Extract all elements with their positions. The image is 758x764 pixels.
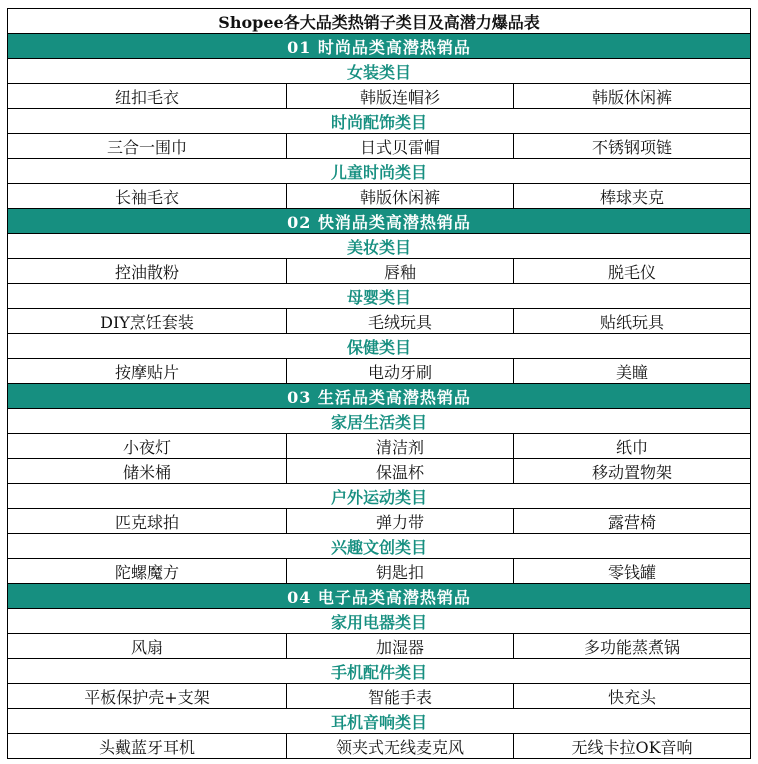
product-cell: 纽扣毛衣	[8, 84, 287, 109]
category-row	[8, 609, 751, 634]
product-cell: 按摩贴片	[8, 359, 287, 384]
product-cell: 移动置物架	[514, 459, 751, 484]
table-row	[8, 84, 751, 109]
category-heading: 手机配件类目	[8, 659, 751, 684]
product-cell: 美瞳	[514, 359, 751, 384]
product-cell: 无线卡拉OK音响	[514, 734, 751, 759]
table-row	[8, 359, 751, 384]
category-heading: 美妆类目	[8, 234, 751, 259]
category-heading: 兴趣文创类目	[8, 534, 751, 559]
section-row	[8, 584, 751, 609]
category-heading: 户外运动类目	[8, 484, 751, 509]
table-row	[8, 559, 751, 584]
category-row	[8, 659, 751, 684]
product-cell: 清洁剂	[287, 434, 514, 459]
product-cell: 长袖毛衣	[8, 184, 287, 209]
category-row	[8, 534, 751, 559]
product-cell: 三合一围巾	[8, 134, 287, 159]
product-cell: DIY烹饪套装	[8, 309, 287, 334]
category-heading: 女装类目	[8, 59, 751, 84]
product-cell: 电动牙刷	[287, 359, 514, 384]
product-cell: 匹克球拍	[8, 509, 287, 534]
category-heading: 母婴类目	[8, 284, 751, 309]
product-cell: 弹力带	[287, 509, 514, 534]
product-cell: 平板保护壳+支架	[8, 684, 287, 709]
product-cell: 控油散粉	[8, 259, 287, 284]
section-heading: 01 时尚品类高潜热销品	[8, 34, 751, 59]
category-row	[8, 159, 751, 184]
table-row	[8, 459, 751, 484]
category-heading: 耳机音响类目	[8, 709, 751, 734]
category-row	[8, 334, 751, 359]
category-row	[8, 284, 751, 309]
category-row	[8, 234, 751, 259]
product-cell: 唇釉	[287, 259, 514, 284]
product-cell: 加湿器	[287, 634, 514, 659]
section-row	[8, 209, 751, 234]
category-heading: 时尚配饰类目	[8, 109, 751, 134]
category-heading: 家用电器类目	[8, 609, 751, 634]
product-cell: 零钱罐	[514, 559, 751, 584]
product-cell: 贴纸玩具	[514, 309, 751, 334]
table-row	[8, 734, 751, 759]
category-row	[8, 709, 751, 734]
product-cell: 日式贝雷帽	[287, 134, 514, 159]
product-cell: 棒球夹克	[514, 184, 751, 209]
section-row	[8, 34, 751, 59]
product-cell: 多功能蒸煮锅	[514, 634, 751, 659]
product-cell: 智能手表	[287, 684, 514, 709]
product-cell: 纸巾	[514, 434, 751, 459]
table-row	[8, 434, 751, 459]
category-row	[8, 409, 751, 434]
product-cell: 钥匙扣	[287, 559, 514, 584]
category-heading: 保健类目	[8, 334, 751, 359]
product-cell: 露营椅	[514, 509, 751, 534]
product-cell: 陀螺魔方	[8, 559, 287, 584]
table-row	[8, 134, 751, 159]
table-row	[8, 259, 751, 284]
section-heading: 02 快消品类高潜热销品	[8, 209, 751, 234]
product-cell: 脱毛仪	[514, 259, 751, 284]
table-row	[8, 184, 751, 209]
product-cell: 韩版休闲裤	[287, 184, 514, 209]
table-title: Shopee各大品类热销子类目及高潜力爆品表	[8, 9, 751, 34]
product-cell: 风扇	[8, 634, 287, 659]
category-row	[8, 59, 751, 84]
category-heading: 儿童时尚类目	[8, 159, 751, 184]
category-row	[8, 109, 751, 134]
table-row	[8, 309, 751, 334]
table-row	[8, 634, 751, 659]
section-heading: 04 电子品类高潜热销品	[8, 584, 751, 609]
product-cell: 储米桶	[8, 459, 287, 484]
product-cell: 不锈钢项链	[514, 134, 751, 159]
table-row	[8, 684, 751, 709]
category-row	[8, 484, 751, 509]
category-heading: 家居生活类目	[8, 409, 751, 434]
product-cell: 快充头	[514, 684, 751, 709]
product-cell: 领夹式无线麦克风	[287, 734, 514, 759]
product-table	[7, 8, 751, 759]
product-cell: 毛绒玩具	[287, 309, 514, 334]
product-cell: 韩版休闲裤	[514, 84, 751, 109]
table-row	[8, 509, 751, 534]
section-heading: 03 生活品类高潜热销品	[8, 384, 751, 409]
table-body	[8, 34, 751, 759]
section-row	[8, 384, 751, 409]
product-cell: 头戴蓝牙耳机	[8, 734, 287, 759]
product-cell: 小夜灯	[8, 434, 287, 459]
title-row	[8, 9, 751, 34]
product-cell: 保温杯	[287, 459, 514, 484]
product-cell: 韩版连帽衫	[287, 84, 514, 109]
